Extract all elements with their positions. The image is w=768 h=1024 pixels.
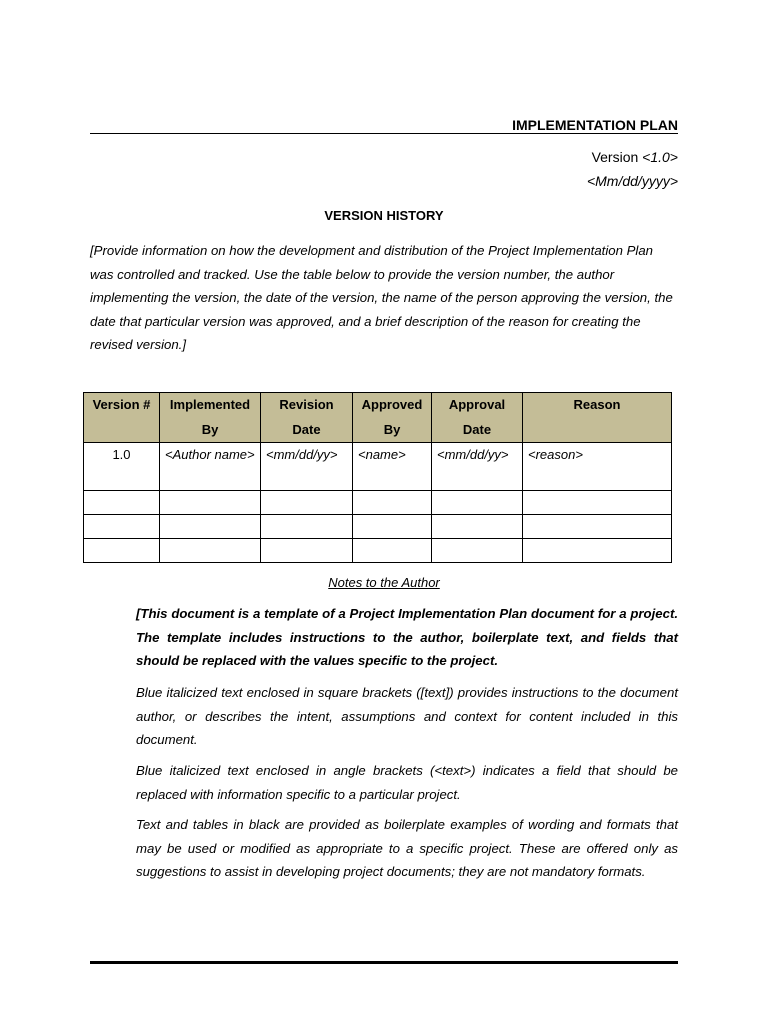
column-header-approved-by: Approved By [353, 393, 432, 443]
version-history-instructions: [Provide information on how the development and distribution of the Project Implementation Plan was controlled and tracked. Use the table below to provide the version number, the author implementing the version, the date of the version, the name of the person approving the version, the date that particular version was approved, and a brief description of the reason for creating the revised version.] [90, 243, 673, 353]
cell-reason: <reason> [523, 443, 672, 491]
column-header-version: Version # [84, 393, 160, 443]
document-title: IMPLEMENTATION PLAN [512, 117, 678, 133]
column-header-revision-date: Revision Date [261, 393, 353, 443]
notes-paragraph: Text and tables in black are provided as boilerplate examples of wording and formats that may be used or modified as appropriate to a specific project. These are offered only as suggestions to assist in developing project documents; they are not mandatory formats. [136, 817, 678, 880]
notes-paragraph: [This document is a template of a Project Implementation Plan document for a project. The template includes instructions to the author, boilerplate text, and fields that should be replaced with the values specific to the project. [136, 606, 678, 669]
cell-implemented-by: <Author name> [160, 443, 261, 491]
column-header-reason: Reason [523, 393, 672, 443]
column-header-approval-date: Approval Date [432, 393, 523, 443]
cell-approved-by: <name> [353, 443, 432, 491]
table-row [84, 515, 672, 539]
version-label: Version [591, 149, 643, 165]
header-rule [90, 133, 678, 134]
cell-version: 1.0 [84, 443, 160, 491]
notes-paragraph: Blue italicized text enclosed in square brackets ([text]) provides instructions to the document author, or describes the intent, assumptions and context for content included in this document. [136, 685, 678, 748]
footer-rule [90, 961, 678, 964]
cell-revision-date: <mm/dd/yy> [261, 443, 353, 491]
notes-paragraph: Blue italicized text enclosed in angle brackets (<text>) indicates a field that should be replaced with information specific to a particular project. [136, 763, 678, 802]
column-header-implemented-by: Implemented By [160, 393, 261, 443]
table-row [84, 491, 672, 515]
version-history-heading: VERSION HISTORY [324, 208, 444, 223]
cell-approval-date: <mm/dd/yy> [432, 443, 523, 491]
document-date: <Mm/dd/yyyy> [586, 173, 678, 189]
table-header-row [84, 393, 672, 443]
notes-title: Notes to the Author [328, 575, 440, 590]
version-value: <1.0> [642, 149, 678, 165]
version-line [90, 148, 678, 166]
table-row [84, 539, 672, 563]
version-history-table [83, 392, 672, 563]
table-row [84, 443, 672, 491]
